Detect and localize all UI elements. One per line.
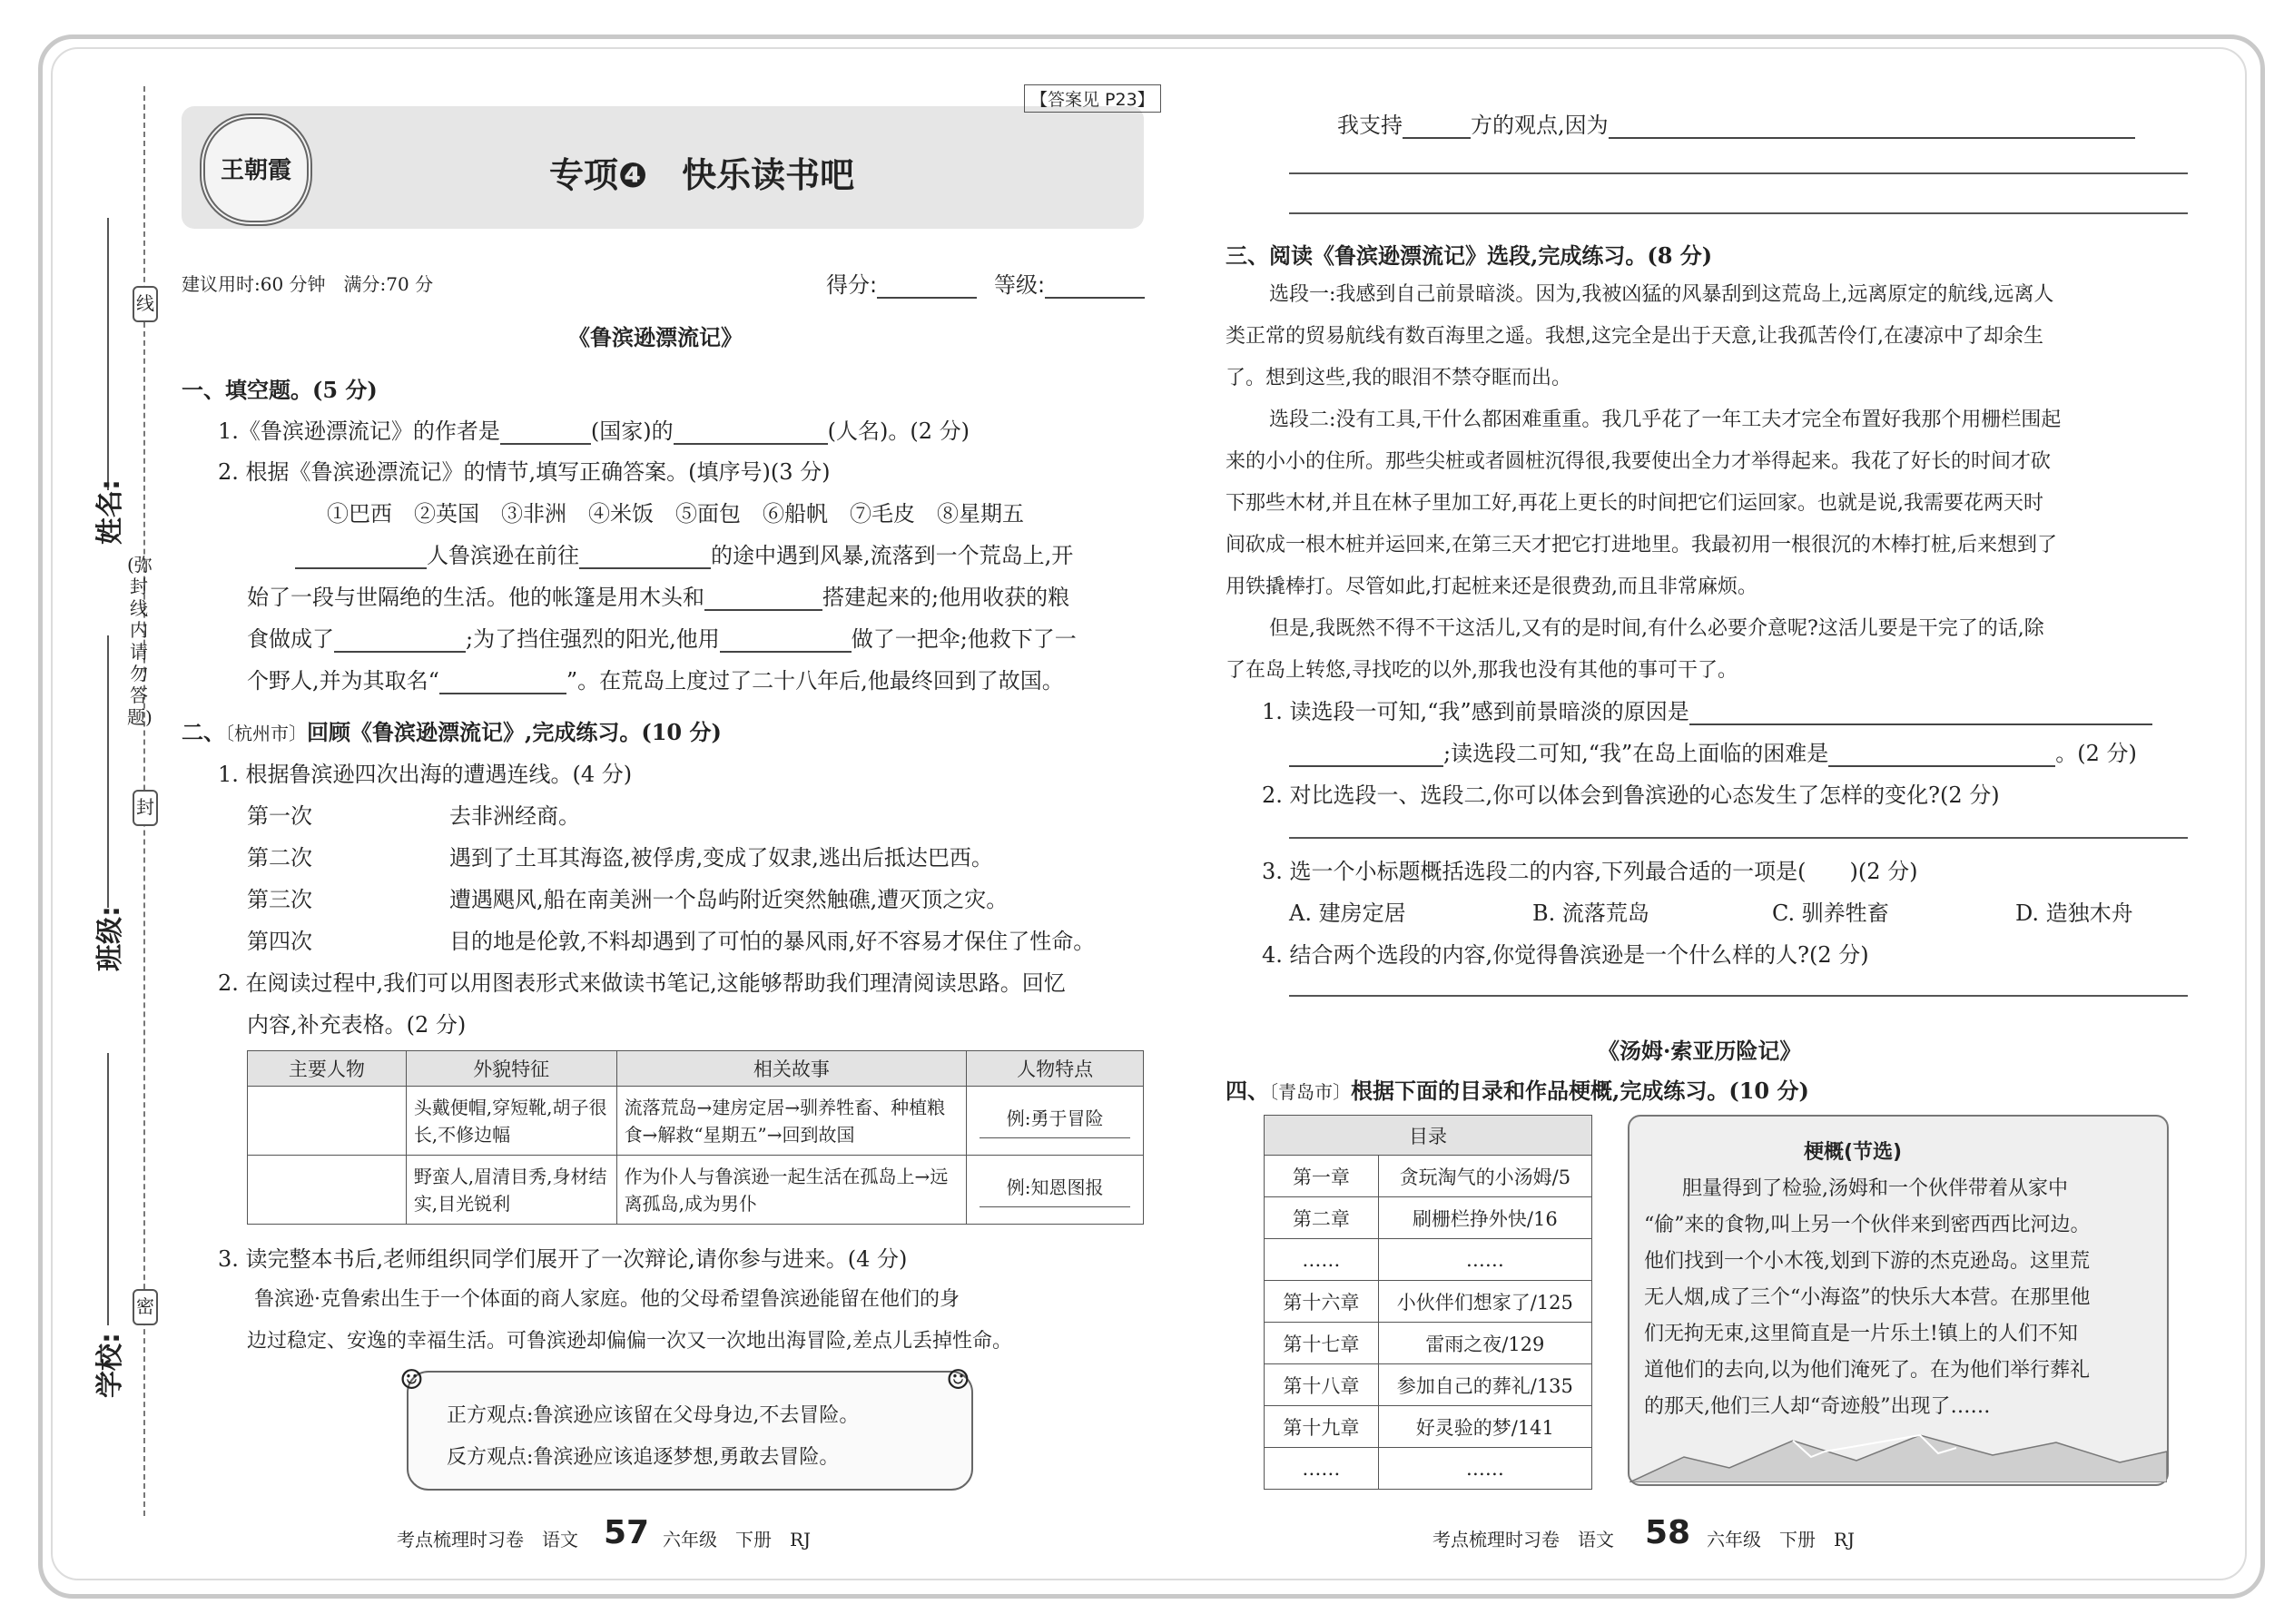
q2-line4: [247, 663, 1064, 694]
seal-notice: (弥封线内请勿答题): [127, 554, 153, 728]
answer-line[interactable]: [1289, 212, 2188, 214]
q2-blank-1[interactable]: [295, 542, 427, 569]
q3-1-text-b: ;读选段二可知,“我”在岛上面临的困难是: [1443, 741, 1829, 766]
q3-2-prompt: 2. 对比选段一、选段二,你可以体会到鲁滨逊的心态发生了怎样的变化?(2 分): [1262, 782, 2000, 808]
table-cell-person-blank[interactable]: [248, 1087, 407, 1156]
q2-l2-text-a: 始了一段与世隔绝的生活。他的帐篷是用木头和: [247, 585, 704, 610]
seal-mark-xian: 线: [133, 286, 158, 322]
passage2-line1: 选段二:没有工具,干什么都困难重重。我几乎花了一年工夫才完全布置好我那个用栅栏围起: [1269, 408, 2062, 431]
opinion-negative: 反方观点:鲁滨逊应该追逐梦想,勇敢去冒险。: [447, 1446, 840, 1469]
q2-l1-text-b: 的途中遇到风暴,流落到一个荒岛上,开: [711, 543, 1074, 568]
table-cell-story: 作为仆人与鲁滨逊一起生活在孤岛上→远离孤岛,成为男仆: [616, 1156, 967, 1225]
toc-chapter: 第十七章: [1265, 1323, 1379, 1364]
grade-field[interactable]: [994, 267, 1145, 299]
toc-chapter: 第十八章: [1265, 1364, 1379, 1406]
toc-chapter: 第二章: [1265, 1197, 1379, 1239]
name-label: 姓名:: [94, 479, 126, 545]
passage1-line2: 类正常的贸易航线有数百海里之遥。我想,这完全是出于天意,让我孤苦伶仃,在凄凉中了却余生: [1226, 325, 2043, 348]
s2-q3-para-line2: 边过稳定、安逸的幸福生活。可鲁滨逊却偏偏一次又一次地出海冒险,差点儿丢掉性命。: [247, 1330, 1012, 1353]
logo-text: 王朝霞: [220, 157, 291, 184]
page-title: 专项❹ 快乐读书吧: [549, 155, 855, 195]
toc-entry: 刷栅栏挣外快/16: [1378, 1197, 1591, 1239]
q3-1-blank-1[interactable]: [1689, 698, 2152, 725]
synopsis-line: 无人烟,成了三个“小海盗”的快乐大本营。在那里他: [1644, 1286, 2091, 1309]
table-cell-look: 头戴便帽,穿短靴,胡子很长,不修边幅: [406, 1087, 616, 1156]
table-cell-trait[interactable]: 例:知恩图报: [967, 1156, 1144, 1225]
support-reason-blank[interactable]: [1609, 112, 2135, 139]
q3-1-text-a: 1. 读选段一可知,“我”感到前景暗淡的原因是: [1262, 699, 1689, 724]
s2-q1-prompt: 1. 根据鲁滨逊四次出海的遭遇连线。(4 分): [218, 762, 633, 787]
debate-opinions-box: [407, 1371, 973, 1491]
passage2-line3: 下那些木材,并且在林子里加工好,再花上更长的时间把它们运回家。也就是说,我需要花两天时: [1226, 492, 2043, 515]
q3-1-text-c: 。(2 分): [2055, 741, 2137, 766]
toc-entry: 贪玩淘气的小汤姆/5: [1378, 1156, 1591, 1197]
toc-entry: 参加自己的葬礼/135: [1378, 1364, 1591, 1406]
section3-heading: 三、阅读《鲁滨逊漂流记》选段,完成练习。(8 分): [1226, 242, 1713, 269]
q2-blank-6[interactable]: [439, 667, 566, 694]
footer-series-left: 考点梳理时习卷 语文: [397, 1529, 578, 1550]
s2-q2-line1: 2. 在阅读过程中,我们可以用图表形式来做读书笔记,这能够帮助我们理清阅读思路。回忆: [218, 970, 1066, 996]
seal-mark-feng: 封: [133, 790, 158, 826]
passage1-line1: 选段一:我感到自己前景暗淡。因为,我被凶猛的风暴刮到这荒岛上,远离原定的航线,远离人: [1269, 283, 2054, 306]
toc-entry: 好灵验的梦/141: [1378, 1406, 1591, 1448]
cartoon-kid-right-icon: ☺: [946, 1364, 970, 1396]
toc-entry: 小伙伴们想家了/125: [1378, 1281, 1591, 1323]
support-line: [1337, 107, 2135, 139]
q3-1-line2: [1289, 735, 2137, 767]
toc-title: 目录: [1265, 1116, 1592, 1156]
score-label: 得分:: [826, 272, 878, 298]
voyage-text-3[interactable]: 遭遇飓风,船在南美洲一个岛屿附近突然触礁,遭灭顶之灾。: [449, 887, 1009, 912]
footer-series-right: 考点梳理时习卷 语文: [1433, 1529, 1614, 1550]
passage3-line1: 但是,我既然不得不干这活儿,又有的是时间,有什么必要介意呢?这活儿要是干完了的话,除: [1269, 617, 2044, 640]
section1-heading: 一、填空题。(5 分): [182, 377, 378, 403]
s2-q3-prompt: 3. 读完整本书后,老师组织同学们展开了一次辩论,请你参与进来。(4 分): [218, 1246, 908, 1272]
voyage-label-1[interactable]: 第一次: [247, 803, 312, 829]
voyage-text-1[interactable]: 去非洲经商。: [449, 803, 580, 829]
toc-chapter: ……: [1265, 1448, 1379, 1490]
q3-1-blank-2[interactable]: [1828, 740, 2055, 767]
q2-blank-3[interactable]: [704, 584, 822, 611]
answer-line[interactable]: [1289, 172, 2188, 174]
s2-q2-line2: 内容,补充表格。(2 分): [247, 1012, 467, 1038]
synopsis-line: 道他们的去向,以为他们淹死了。在为他们举行葬礼: [1644, 1359, 2090, 1382]
section4-number: 四、: [1226, 1078, 1269, 1104]
q1-text-b: (国家)的: [590, 418, 674, 444]
answer-line[interactable]: [1289, 837, 2188, 839]
option-c[interactable]: C. 驯养牲畜: [1772, 901, 1889, 926]
q2-options: ①巴西 ②英国 ③非洲 ④米饭 ⑤面包 ⑥船帆 ⑦毛皮 ⑧星期五: [327, 501, 1024, 527]
cartoon-kid-left-icon: ☺: [399, 1364, 424, 1396]
table-header-story: 相关故事: [616, 1051, 967, 1087]
synopsis-title: 梗概(节选): [1804, 1141, 1903, 1164]
synopsis-box: [1628, 1115, 2169, 1486]
mountain-illustration: [1629, 1430, 2167, 1482]
option-d[interactable]: D. 造独木舟: [2015, 901, 2133, 926]
voyage-text-4[interactable]: 目的地是伦敦,不料却遇到了可怕的暴风雨,好不容易才保住了性命。: [449, 929, 1096, 954]
reading-notes-table: [247, 1050, 1144, 1225]
q3-3-prompt[interactable]: 3. 选一个小标题概括选段二的内容,下列最合适的一项是( )(2 分): [1262, 859, 1918, 884]
voyage-label-2[interactable]: 第二次: [247, 845, 312, 871]
table-cell-story: 流落荒岛→建房定居→驯养牲畜、种植粮食→解救“星期五”→回到故国: [616, 1087, 967, 1156]
toc-chapter: 第一章: [1265, 1156, 1379, 1197]
support-side-blank[interactable]: [1403, 112, 1471, 139]
voyage-label-3[interactable]: 第三次: [247, 887, 312, 912]
table-cell-person-blank[interactable]: [248, 1156, 407, 1225]
q1-text-a: 1.《鲁滨逊漂流记》的作者是: [218, 418, 500, 444]
synopsis-line: 们无拘无束,这里简直是一片乐土!镇上的人们不知: [1644, 1323, 2078, 1345]
section4-text: 根据下面的目录和作品梗概,完成练习。(10 分): [1351, 1078, 1809, 1104]
voyage-text-2[interactable]: 遇到了土耳其海盗,被俘虏,变成了奴隶,逃出后抵达巴西。: [449, 845, 993, 871]
q2-l4-text-b: ”。在荒岛上度过了二十八年后,他最终回到了故国。: [566, 668, 1064, 694]
table-cell-look: 野蛮人,眉清目秀,身材结实,目光锐利: [406, 1156, 616, 1225]
q2-l3-text-a: 食做成了: [247, 626, 334, 652]
section2-text: 回顾《鲁滨逊漂流记》,完成练习。(10 分): [307, 719, 722, 745]
publisher-logo: [200, 113, 312, 226]
passage1-line3: 了。想到这些,我的眼泪不禁夺眶而出。: [1226, 367, 1571, 389]
q3-1-line1: [1262, 694, 2152, 725]
q2-l3-text-c: 做了一把伞;他救下了一: [851, 626, 1077, 652]
toc-chapter: 第十六章: [1265, 1281, 1379, 1323]
answer-reference: 【答案见 P23】: [1024, 84, 1161, 113]
table-header-person: 主要人物: [248, 1051, 407, 1087]
q2-line3: [247, 621, 1077, 653]
table-header-trait: 人物特点: [967, 1051, 1144, 1087]
support-text-b: 方的观点,因为: [1471, 113, 1609, 138]
option-a[interactable]: A. 建房定居: [1289, 901, 1406, 926]
toc-entry: ……: [1378, 1239, 1591, 1281]
passage2-line4: 间砍成一根木桩并运回来,在第三天才把它打进地里。我最初用一根很沉的木棒打桩,后来想到了: [1226, 534, 2057, 556]
grade-label: 等级:: [994, 272, 1046, 298]
toc-entry: 雷雨之夜/129: [1378, 1323, 1591, 1364]
q2-blank-4[interactable]: [334, 625, 466, 653]
q2-blank-2[interactable]: [579, 542, 711, 569]
support-text-a: 我支持: [1337, 113, 1403, 138]
q2-l4-text-a: 个野人,并为其取名“: [247, 668, 439, 694]
seal-mark-mi: 密: [133, 1289, 158, 1325]
synopsis-line: “偷”来的食物,叫上另一个伙伴来到密西西比河边。: [1644, 1214, 2091, 1236]
table-of-contents: [1264, 1115, 1592, 1490]
score-field[interactable]: [826, 267, 977, 299]
q2-l3-text-b: ;为了挡住强烈的阳光,他用: [466, 626, 720, 652]
q2-prompt: 2. 根据《鲁滨逊漂流记》的情节,填写正确答案。(填序号)(3 分): [218, 459, 831, 485]
section2-heading: [182, 714, 722, 746]
footer-grade-right: 六年级 下册 RJ: [1707, 1529, 1856, 1550]
q1-text-c: (人名)。(2 分): [827, 418, 970, 444]
toc-entry: ……: [1378, 1448, 1591, 1490]
synopsis-line: 的那天,他们三人却“奇迹般”出现了……: [1644, 1395, 1991, 1418]
synopsis-line: 胆量得到了检验,汤姆和一个伙伴带着从家中: [1682, 1177, 2068, 1200]
q2-line2: [247, 579, 1069, 611]
page-number-left: 57: [604, 1514, 650, 1551]
suggested-time: 建议用时:60 分钟 满分:70 分: [182, 273, 434, 295]
region-tag-hangzhou: 〔杭州市〕: [225, 723, 307, 744]
voyage-label-4[interactable]: 第四次: [247, 929, 312, 954]
synopsis-line: 他们找到一个小木筏,划到下游的杰克逊岛。这里荒: [1644, 1250, 2090, 1273]
class-label: 班级:: [94, 906, 126, 971]
passage2-line2: 来的小小的住所。那些尖桩或者圆桩沉得很,我要使出全力才举得起来。我花了好长的时间才砍: [1226, 450, 2051, 473]
q1-blank-author[interactable]: [674, 418, 828, 445]
table-header-look: 外貌特征: [406, 1051, 616, 1087]
section4-heading: [1226, 1073, 1809, 1105]
section2-number: 二、: [182, 719, 225, 745]
school-label: 学校:: [94, 1333, 126, 1398]
q2-blank-5[interactable]: [720, 625, 852, 653]
q1-blank-country[interactable]: [500, 418, 591, 445]
region-tag-qingdao: 〔青岛市〕: [1269, 1081, 1351, 1103]
toc-chapter: ……: [1265, 1239, 1379, 1281]
opinion-positive: 正方观点:鲁滨逊应该留在父母身边,不去冒险。: [447, 1404, 860, 1427]
table-cell-trait[interactable]: 例:勇于冒险: [967, 1087, 1144, 1156]
q2-l1-text-a: 人鲁滨逊在前往: [427, 543, 579, 568]
book1-title: 《鲁滨逊漂流记》: [568, 324, 743, 350]
s2-q3-para-line1: 鲁滨逊·克鲁索出生于一个体面的商人家庭。他的父母希望鲁滨逊能留在他们的身: [254, 1288, 960, 1311]
q2-line1: [295, 537, 1073, 569]
q3-1-blank-1-cont[interactable]: [1289, 740, 1443, 767]
book2-title: 《汤姆·索亚历险记》: [1598, 1038, 1802, 1064]
q1-line: [218, 413, 970, 445]
q3-4-prompt: 4. 结合两个选段的内容,你觉得鲁滨逊是一个什么样的人?(2 分): [1262, 942, 1869, 968]
option-b[interactable]: B. 流落荒岛: [1532, 901, 1649, 926]
toc-chapter: 第十九章: [1265, 1406, 1379, 1448]
page-number-right: 58: [1645, 1514, 1691, 1551]
passage3-line2: 了在岛上转悠,寻找吃的以外,那我也没有其他的事可干了。: [1226, 659, 1738, 682]
answer-line[interactable]: [1289, 995, 2188, 997]
footer-grade-left: 六年级 下册 RJ: [663, 1529, 812, 1550]
passage2-line5: 用铁撬棒打。尽管如此,打起桩来还是很费劲,而且非常麻烦。: [1226, 576, 1757, 598]
q2-l2-text-b: 搭建起来的;他用收获的粮: [822, 585, 1070, 610]
